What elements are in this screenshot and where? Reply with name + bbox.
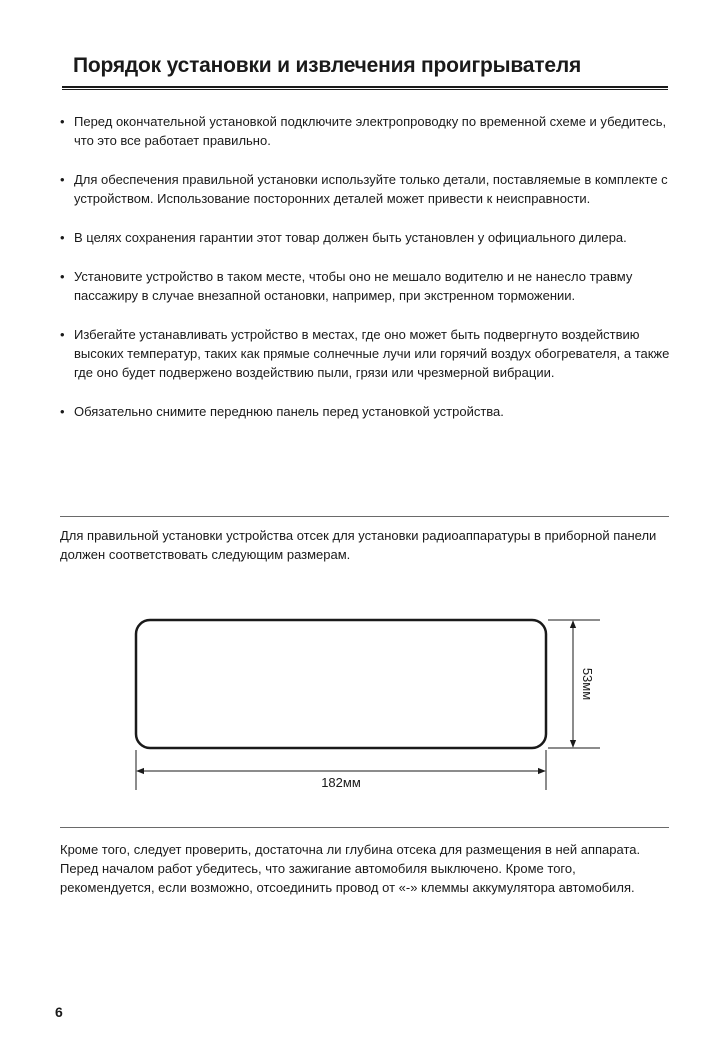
title-underline (62, 86, 668, 90)
bullet-item: • Избегайте устанавливать устройство в местах, где оно может быть подвергнуто воздействию высоких температур, таких как прямые солнечные лучи или горячий воздух обогревателя, а также где оно будет подвержено воздействию пыли, грязи или чрезмерной вибрации. (60, 325, 672, 382)
closing-paragraph: Кроме того, следует проверить, достаточна ли глубина отсека для размещения в ней аппарата. Перед началом работ убедитесь, что зажигание автомобиля выключено. Кроме того, рекомендуется, если возможно, отсоединить провод от «-» клеммы аккумулятора автомобиля. (60, 842, 641, 895)
bullet-item: • В целях сохранения гарантии этот товар должен быть установлен у официального дилера. (60, 228, 672, 247)
bullet-item: • Обязательно снимите переднюю панель перед установкой устройства. (60, 402, 672, 421)
section-divider (60, 516, 669, 517)
page-title: Порядок установки и извлечения проигрывателя (73, 54, 582, 77)
height-label: 53мм (580, 667, 595, 701)
width-label: 182мм (321, 775, 361, 790)
page-number: 6 (55, 1004, 63, 1020)
section-divider (60, 827, 669, 828)
dimensions-intro: Для правильной установки устройства отсек для установки радиоаппаратуры в приборной панели должен соответствовать следующим размерам. (60, 528, 657, 562)
bullet-item: • Для обеспечения правильной установки используйте только детали, поставляемые в комплекте с устройством. Использование посторонних деталей может привести к неисправности. (60, 170, 672, 208)
precautions-list (60, 112, 672, 441)
bullet-item: • Установите устройство в таком месте, чтобы оно не мешало водителю и не нанесло травму пассажиру в случае внезапной остановки, например, при экстренном торможении. (60, 267, 672, 305)
bullet-item: • Перед окончательной установкой подключите электропроводку по временной схеме и убедитесь, что это все работает правильно. (60, 112, 672, 150)
opening-outline (136, 620, 546, 748)
opening-dimensions-diagram (0, 590, 726, 800)
